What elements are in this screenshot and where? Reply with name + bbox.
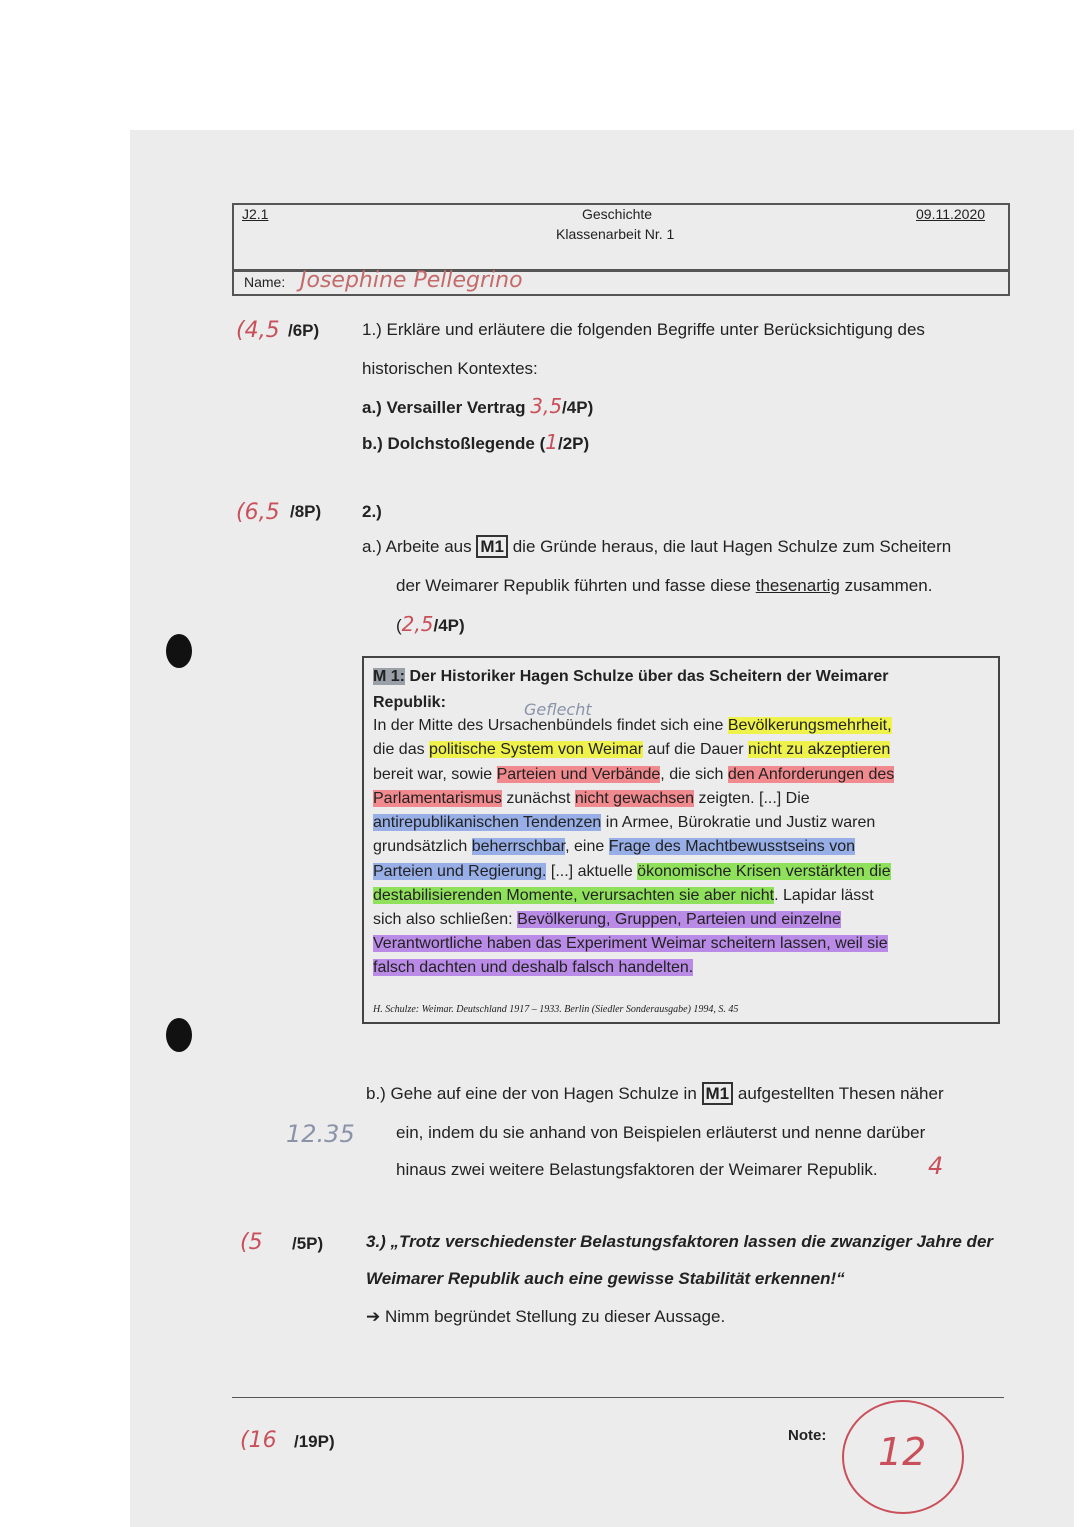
total-score: (16 xyxy=(240,1428,277,1453)
m1-title2: Republik: xyxy=(373,694,446,711)
m1-line-9: sich also schließen: Bevölkerung, Gruppen, Parteien und einzelne xyxy=(373,911,841,928)
total-max: /19P) xyxy=(294,1432,335,1451)
q3-line1: 3.) „Trotz verschiedenster Belastungsfaktoren lassen die zwanziger Jahre der xyxy=(366,1232,994,1251)
m1-line-10: Verantwortliche haben das Experiment Weimar scheitern lassen, weil sie xyxy=(373,935,888,952)
m1-line-1: In der Mitte des Ursachenbündels findet sich eine Bevölkerungsmehrheit, xyxy=(373,717,892,734)
q1-max: /6P) xyxy=(288,321,320,340)
punch-hole-top xyxy=(166,634,192,668)
q2a-line2: der Weimarer Republik führten und fasse diese thesenartig zusammen. xyxy=(396,576,933,595)
m1-line-8: destabilisierenden Momente, verursachten sie aber nicht. Lapidar lässt xyxy=(373,887,874,904)
m1-line-4: Parlamentarismus zunächst nicht gewachsen zeigten. [...] Die xyxy=(373,790,810,807)
q1-score: (4,5 xyxy=(236,318,280,343)
exam-date: 09.11.2020 xyxy=(916,206,986,222)
m1-line-3: bereit war, sowie Parteien und Verbände, die sich den Anforderungen des xyxy=(373,766,895,783)
footer-rule xyxy=(232,1397,1004,1398)
arrow-icon: ➔ xyxy=(366,1307,381,1326)
margin-note: 12.35 xyxy=(286,1120,355,1148)
q1-line2: historischen Kontextes: xyxy=(362,359,538,378)
q1-b: b.) Dolchstoßlegende (1/2P) xyxy=(362,430,590,454)
m1-line-11: falsch dachten und deshalb falsch handelten. xyxy=(373,959,694,976)
m1-title: M 1: Der Historiker Hagen Schulze über das Scheitern der Weimarer xyxy=(373,668,889,685)
q2a-score: (2,5/4P) xyxy=(396,612,465,636)
name-label: Name: xyxy=(244,274,286,290)
student-name: Josephine Pellegrino xyxy=(300,268,523,293)
m1-source: H. Schulze: Weimar. Deutschland 1917 – 1933. Berlin (Siedler Sonderausgabe) 1994, S. 45 xyxy=(373,1004,739,1015)
m1-line-2: die das politische System von Weimar auf die Dauer nicht zu akzeptieren xyxy=(373,741,891,758)
q2b-score: 4 xyxy=(928,1152,944,1180)
q1-a: a.) Versailler Vertrag 3,5/4P) xyxy=(362,394,594,418)
q2b-line2: ein, indem du sie anhand von Beispielen erläuterst und nenne darüber xyxy=(396,1123,926,1142)
grade-value: 12 xyxy=(878,1430,927,1474)
q2-number: 2.) xyxy=(362,502,382,521)
m1-note: Geflecht xyxy=(524,700,592,719)
q3-line2: Weimarer Republik auch eine gewisse Stabilität erkennen!“ xyxy=(366,1269,845,1288)
m1-line-6: grundsätzlich beherrschbar, eine Frage des Machtbewusstseins von xyxy=(373,838,856,855)
exam-title: Klassenarbeit Nr. 1 xyxy=(556,226,675,242)
q1-line1: 1.) Erkläre und erläutere die folgenden Begriffe unter Berücksichtigung des xyxy=(362,320,925,339)
q3-line3: ➔ Nimm begründet Stellung zu dieser Aussage. xyxy=(366,1307,726,1326)
q2-max: /8P) xyxy=(290,502,322,521)
m1-line-7: Parteien und Regierung. [...] aktuelle ökonomische Krisen verstärkten die xyxy=(373,863,891,880)
punch-hole-bottom xyxy=(166,1018,192,1052)
q3-score: (5 xyxy=(240,1230,263,1255)
note-label: Note: xyxy=(788,1427,827,1444)
m1-line-5: antirepublikanischen Tendenzen in Armee, Bürokratie und Justiz waren xyxy=(373,814,876,831)
q2b-line3: hinaus zwei weitere Belastungsfaktoren der Weimarer Republik. xyxy=(396,1160,878,1179)
q2b-line1: b.) Gehe auf eine der von Hagen Schulze in M1 aufgestellten Thesen näher xyxy=(366,1084,944,1103)
subject-label: Geschichte xyxy=(582,206,653,222)
q2-score: (6,5 xyxy=(236,500,280,525)
q2a-line1: a.) Arbeite aus M1 die Gründe heraus, die laut Hagen Schulze zum Scheitern xyxy=(362,537,952,556)
q3-max: /5P) xyxy=(292,1234,324,1253)
class-label: J2.1 xyxy=(242,206,269,222)
